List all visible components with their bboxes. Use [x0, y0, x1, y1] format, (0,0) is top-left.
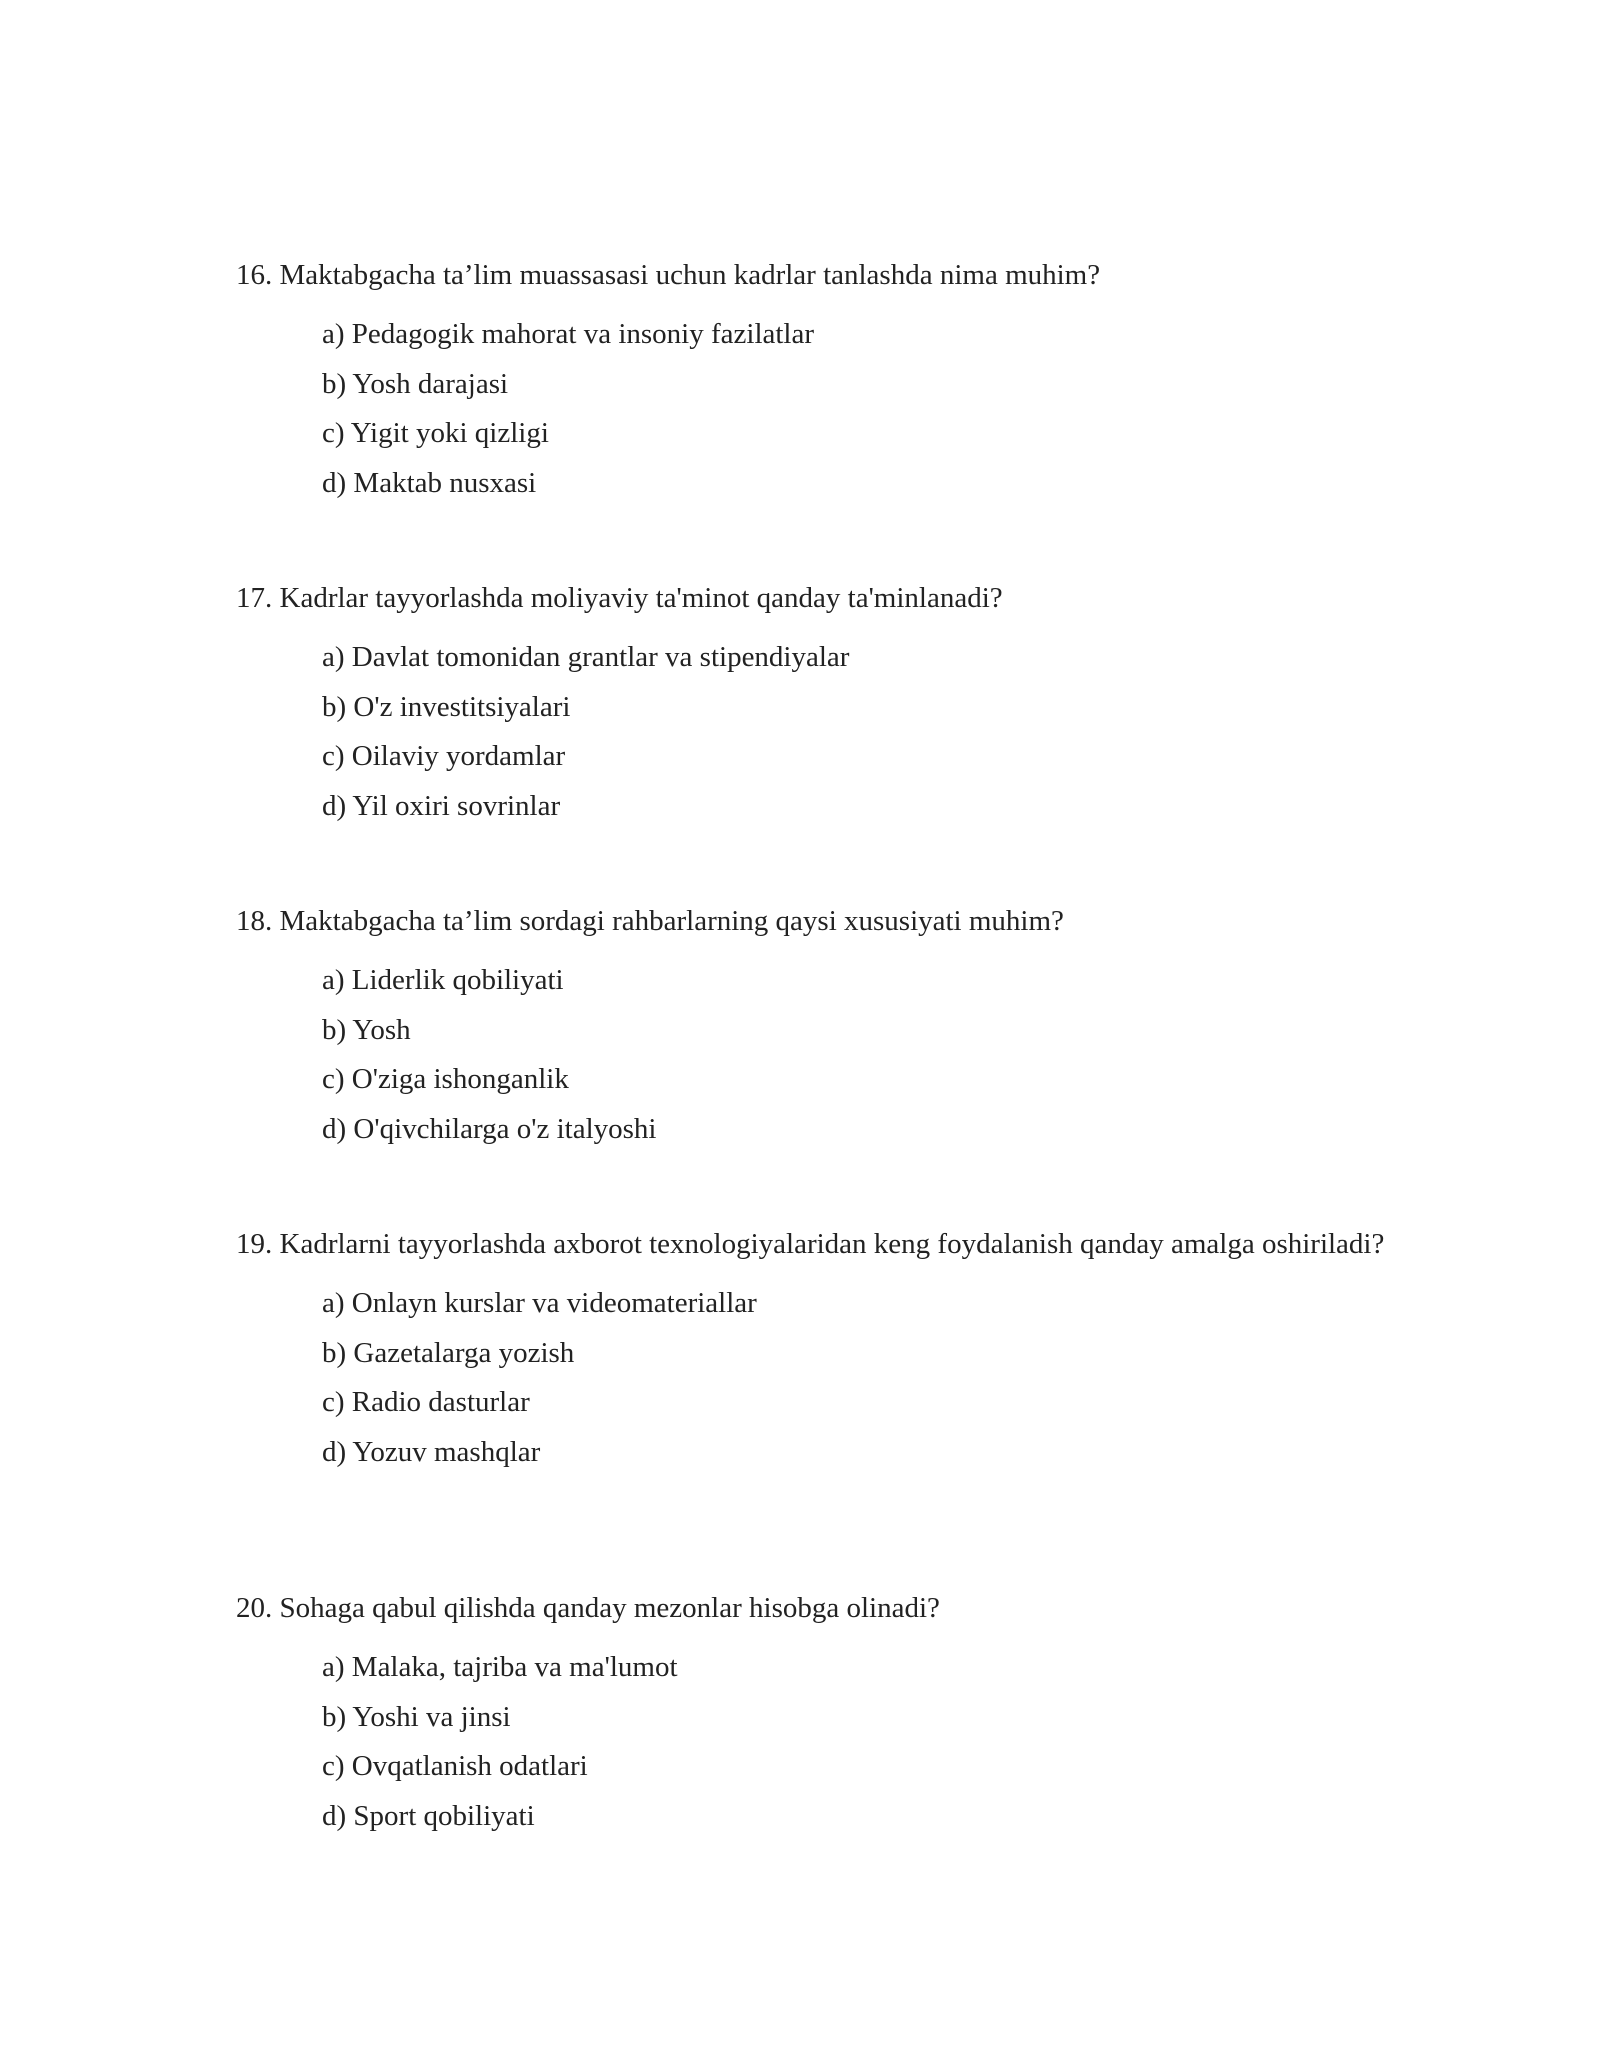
options-list [236, 633, 1416, 831]
option-a: a) Pedagogik mahorat va insoniy fazilatlar [322, 318, 815, 350]
options-list [236, 1643, 1416, 1841]
option-c: c) Radio dasturlar [322, 1386, 530, 1418]
option-d: d) Yil oxiri sovrinlar [322, 789, 561, 822]
question-18 [236, 901, 1416, 1154]
options-list [236, 1279, 1416, 1477]
option-b: b) Yoshi va jinsi [322, 1700, 511, 1733]
option-d: d) O'qivchilarga o'z italyoshi [322, 1112, 657, 1145]
option-c: c) Ovqatlanish odatlari [322, 1750, 588, 1782]
options-list [236, 956, 1416, 1154]
question-17 [236, 578, 1416, 831]
option-b: b) Gazetalarga yozish [322, 1336, 575, 1369]
option-d: d) Yozuv mashqlar [322, 1435, 541, 1468]
option-d: d) Maktab nusxasi [322, 466, 537, 499]
option-b: b) Yosh darajasi [322, 367, 509, 400]
option-c: c) O'ziga ishonganlik [322, 1063, 569, 1095]
option-b: b) O'z investitsiyalari [322, 690, 571, 723]
option-c: c) Yigit yoki qizligi [322, 417, 549, 449]
options-list [236, 310, 1416, 508]
option-a: a) Liderlik qobiliyati [322, 964, 564, 996]
option-a: a) Davlat tomonidan grantlar va stipendiyalar [322, 641, 850, 673]
question-text: 20. Sohaga qabul qilishda qanday mezonlar hisobga olinadi? [236, 1592, 940, 1624]
question-text: 18. Maktabgacha ta’lim sordagi rahbarlarning qaysi xususiyati muhim? [236, 905, 1064, 937]
option-d: d) Sport qobiliyati [322, 1799, 535, 1832]
question-text: 19. Kadrlarni tayyorlashda axborot texnologiyalaridan keng foydalanish qanday amalga oshiriladi? [236, 1228, 1385, 1260]
option-c: c) Oilaviy yordamlar [322, 740, 566, 772]
option-a: a) Onlayn kurslar va videomateriallar [322, 1287, 757, 1319]
question-20 [236, 1588, 1416, 1841]
question-16 [236, 255, 1416, 508]
question-text: 16. Maktabgacha ta’lim muassasasi uchun kadrlar tanlashda nima muhim? [236, 259, 1101, 291]
option-a: a) Malaka, tajriba va ma'lumot [322, 1651, 678, 1683]
question-19 [236, 1224, 1416, 1477]
option-b: b) Yosh [322, 1013, 411, 1046]
question-text: 17. Kadrlar tayyorlashda moliyaviy ta'minot qanday ta'minlanadi? [236, 582, 1003, 614]
